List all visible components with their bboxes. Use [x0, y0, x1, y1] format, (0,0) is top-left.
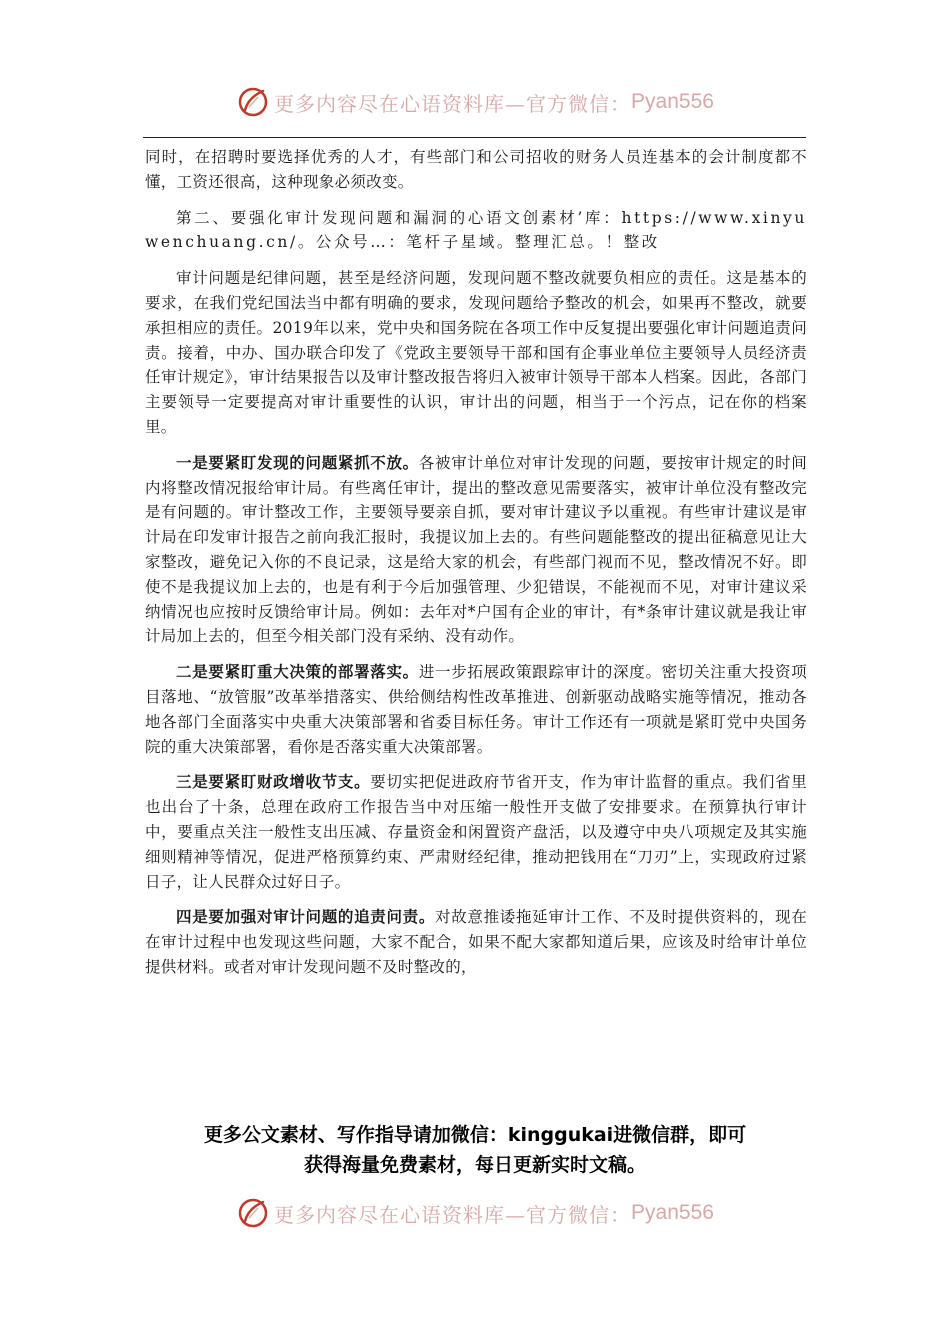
banner-text: 更多内容尽在心语资料库—官方微信： [274, 91, 632, 116]
paragraph-body: 要切实把促进政府节省开支，作为审计监督的重点。我们省里也出台了十条，总理在政府工作报告当中对压缩一般性开支做了安排要求。在预算执行审计中，要重点关注一般性支出压减、存量资金和闲置资产盘活，以及遵守中央八项规定及其实施细则精神等情况，促进严格预算约束、严肃财经纪律，推动把钱用在“刀刃”上，实现政府过紧日子，让人民群众过好日子。 [145, 773, 807, 891]
banner-text: 更多内容尽在心语资料库—官方微信： [274, 1202, 632, 1227]
logo-icon [236, 85, 270, 119]
promo-line-2: 获得海量免费素材，每日更新实时文稿。 [303, 1154, 646, 1176]
banner-wechat-id: Pyan556 [631, 1201, 714, 1224]
paragraph-lead: 一是要紧盯发现的问题紧抓不放。 [176, 452, 419, 472]
promo-line-1: 更多公文素材、写作指导请加微信：kinggukai进微信群，即可 [203, 1124, 747, 1146]
paragraph-continuation: 同时，在招聘时要选择优秀的人才，有些部门和公司招收的财务人员连基本的会计制度都不懂，工资还很高，这种现象必须改变。 [145, 148, 807, 191]
paragraph [145, 770, 807, 894]
banner-wechat-id: Pyan556 [631, 90, 714, 113]
paragraph-body: 对故意推诿拖延审计工作、不及时提供资料的，现在在审计过程中也发现这些问题，大家不配合，如果不配大家都知道后果，应该及时给审计单位提供材料。或者对审计发现问题不及时整改的， [145, 908, 807, 976]
paragraph-lead: 三是要紧盯财政增收节支。 [176, 772, 371, 792]
paragraph [145, 451, 807, 649]
paragraph [145, 660, 807, 759]
paragraph [145, 905, 807, 979]
section-heading: 第二、要强化审计发现问题和漏洞的心语文创素材’库：https://www.xinyuwenchuang.cn/。公众号…：笔杆子星域。整理汇总。！整改 [145, 208, 807, 252]
header-divider [143, 137, 806, 138]
header-banner [0, 82, 950, 122]
promo-block [100, 1120, 850, 1180]
paragraph-body: 进一步拓展政策跟踪审计的深度。密切关注重大投资项目落地、“放管服”改革举措落实、供给侧结构性改革推进、创新驱动战略实施等情况，推动各地各部门全面落实中央重大决策部署和省委目标任务。审计工作还有一项就是紧盯党中央国务院的重大决策部署，看你是否落实重大决策部署。 [145, 663, 807, 756]
paragraph-lead: 四是要加强对审计问题的追责问责。 [176, 907, 436, 927]
paragraph-body: 各被审计单位对审计发现的问题，要按审计规定的时间内将整改情况报给审计局。有些离任审计，提出的整改意见需要落实，被审计单位没有整改完是有问题的。审计整改工作，主要领导要亲自抓，要对审计建议予以重视。有些审计建议是审计局在印发审计报告之前向我汇报时，我提议加上去的。有些问题能整改的提出征稿意见让大家整改，避免记入你的不良记录，这是给大家的机会，有些部门视而不见，整改情况不好。即使不是我提议加上去的，也是有利于今后加强管理、少犯错误，不能视而不见，对审计建议采纳情况也应按时反馈给审计局。例如：去年对*户国有企业的审计，有*条审计建议就是我让审计局加上去的，但至今相关部门没有采纳、没有动作。 [145, 453, 807, 646]
document-body [145, 145, 807, 980]
footer-banner [0, 1193, 950, 1233]
paragraph: 审计问题是纪律问题，甚至是经济问题，发现问题不整改就要负相应的责任。这是基本的要求，在我们党纪国法当中都有明确的要求，发现问题给予整改的机会，如果再不整改，就要承担相应的责任。2019年以来，党中央和国务院在各项工作中反复提出要强化审计问题追责问责。接着，中办、国办联合印发了《党政主要领导干部和国有企事业单位主要领导人员经济责任审计规定》，审计结果报告以及审计整改报告将归入被审计领导干部本人档案。因此，各部门主要领导一定要提高对审计重要性的认识，审计出的问题，相当于一个污点，记在你的档案里。 [145, 269, 807, 436]
logo-icon [236, 1196, 270, 1230]
paragraph-lead: 二是要紧盯重大决策的部署落实。 [176, 662, 419, 682]
